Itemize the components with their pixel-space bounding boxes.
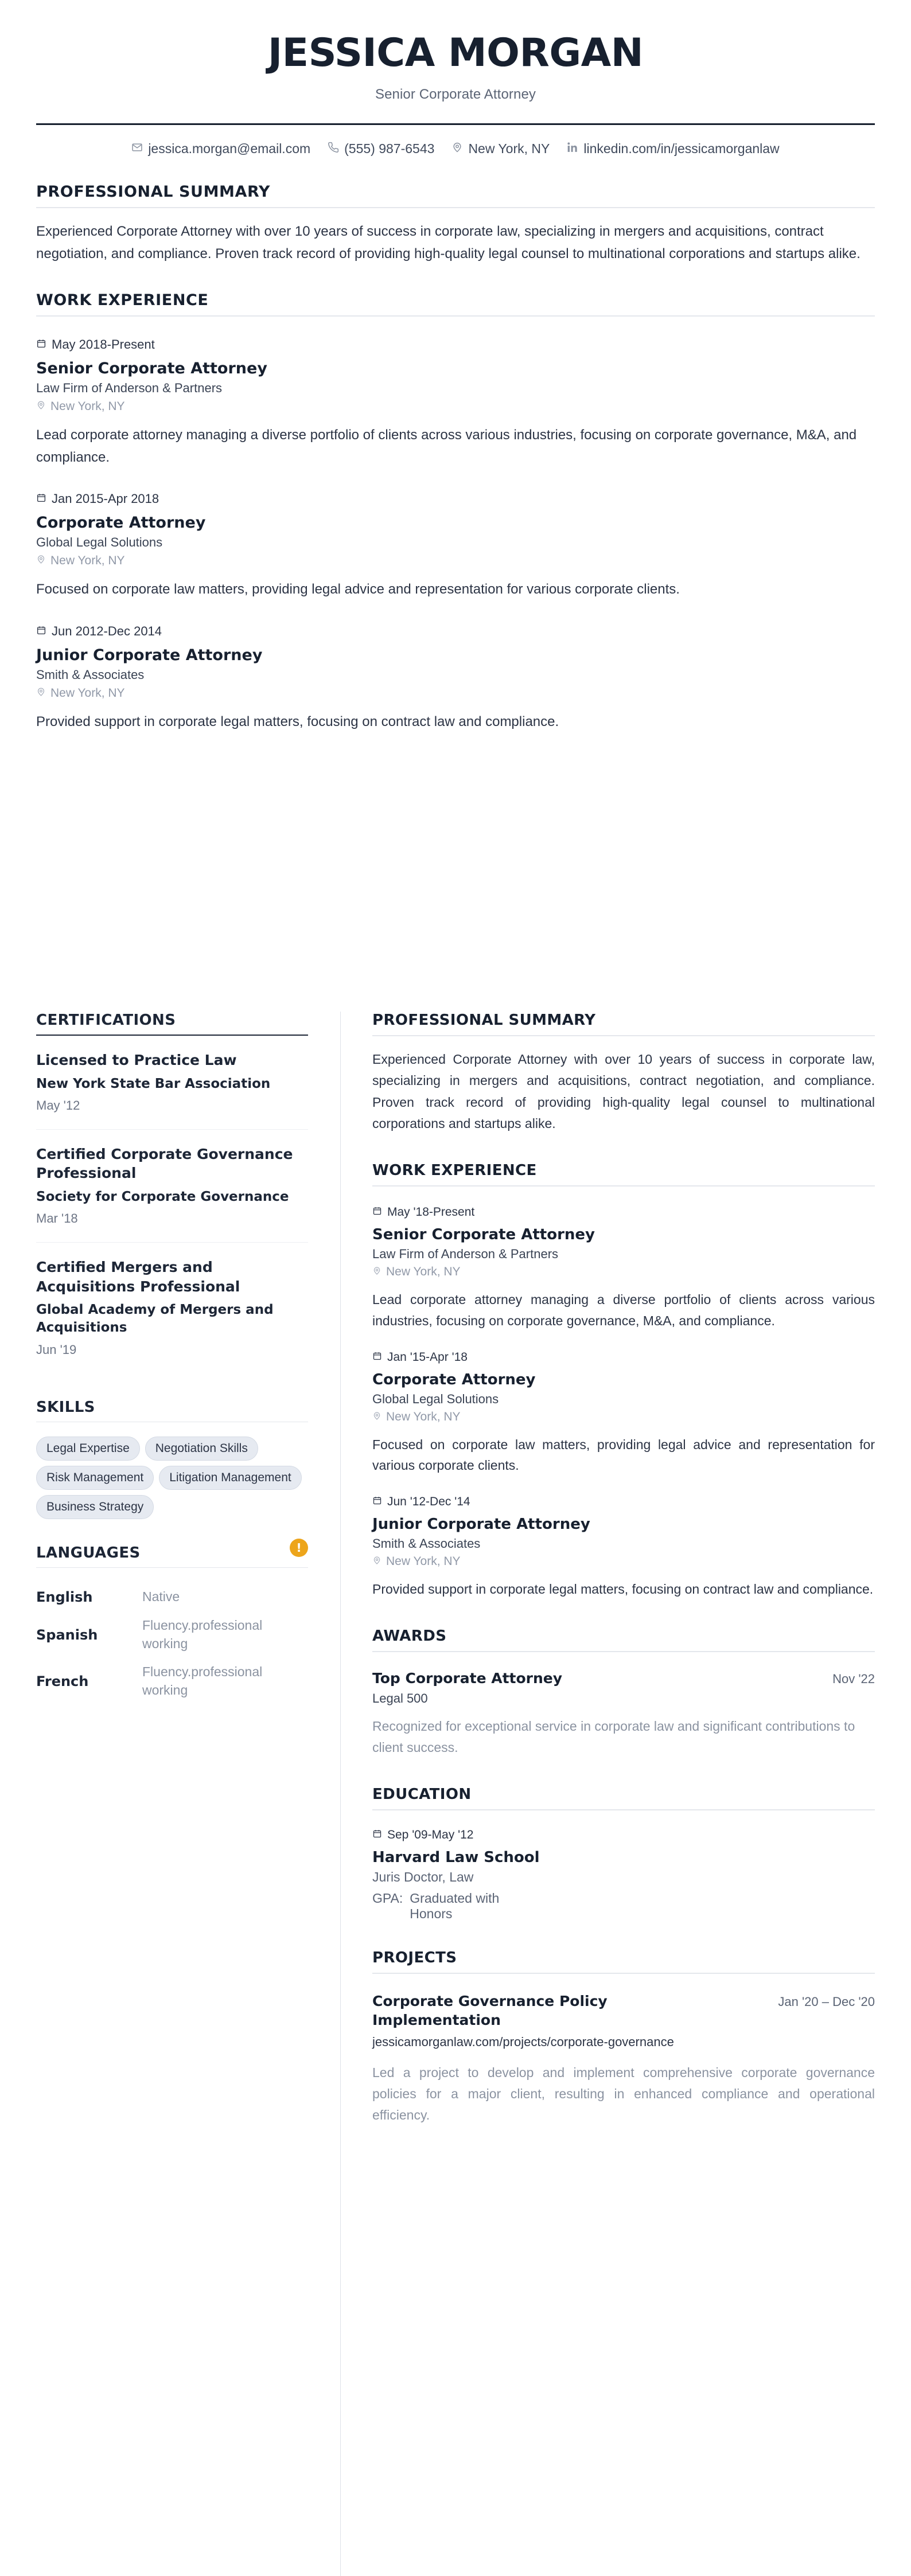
experience-role: Corporate Attorney: [36, 514, 206, 532]
education-section: [372, 1786, 875, 1922]
languages-table: [36, 1583, 308, 1705]
projects-heading: PROJECTS: [372, 1949, 457, 1966]
experience-description: Focused on corporate law matters, providing legal advice and representation for various corporate clients.: [372, 1437, 875, 1473]
summary-heading: PROFESSIONAL SUMMARY: [372, 1012, 596, 1029]
experience-location: [372, 1265, 875, 1279]
languages-heading: LANGUAGES: [36, 1544, 141, 1562]
section-rule: [372, 1651, 875, 1652]
language-level: Native: [142, 1589, 180, 1605]
education-heading: EDUCATION: [372, 1785, 472, 1803]
resume-detail-page: [0, 992, 911, 2576]
experience-description: Lead corporate attorney managing a diverse portfolio of clients across various industries, focusing on corporate governance, M&A, and compliance.: [36, 427, 857, 465]
project-description: Led a project to develop and implement comprehensive corporate governance policies for a major client, resulting in enhanced compliance and operational efficiency.: [372, 2065, 875, 2122]
skill-pill[interactable]: Business Strategy: [36, 1495, 154, 1519]
skill-pill[interactable]: Risk Management: [36, 1466, 154, 1490]
calendar-icon: [372, 1828, 382, 1842]
contact-email-text: jessica.morgan@email.com: [148, 140, 311, 156]
section-rule: [372, 1809, 875, 1810]
experience-location-text: New York, NY: [50, 400, 125, 413]
certification-item: [36, 1243, 308, 1373]
contact-linkedin-text: linkedin.com/in/jessicamorganlaw: [583, 140, 780, 156]
candidate-name: JESSICA MORGAN: [267, 30, 644, 76]
experience-location-text: New York, NY: [50, 686, 125, 700]
experience-location-text: New York, NY: [386, 1265, 461, 1278]
section-rule: [372, 1973, 875, 1974]
experience-location: [36, 400, 875, 413]
certification-date: Mar '18: [36, 1211, 78, 1226]
education-dates-text: Sep '09-May '12: [387, 1828, 474, 1841]
work-heading: WORK EXPERIENCE: [372, 1162, 537, 1179]
experience-description: Provided support in corporate legal matters, focusing on contract law and compliance.: [36, 713, 559, 729]
linkedin-icon: [567, 141, 578, 157]
project-date: Jan '20 – Dec '20: [778, 1994, 875, 2009]
education-gpa: [372, 1891, 875, 1922]
award-org: Legal 500: [372, 1691, 428, 1705]
language-level: Fluency.professional working: [142, 1664, 263, 1698]
languages-heading-row: [36, 1541, 308, 1562]
work-section: [372, 1162, 875, 1600]
section-rule: [372, 1185, 875, 1186]
awards-heading: AWARDS: [372, 1627, 447, 1645]
experience-location-text: New York, NY: [386, 1555, 461, 1568]
contact-location[interactable]: [451, 141, 550, 157]
preview-work-heading: WORK EXPERIENCE: [36, 291, 209, 310]
education-school: Harvard Law School: [372, 1848, 540, 1866]
certification-date: Jun '19: [36, 1342, 77, 1357]
warning-badge-icon[interactable]: !: [290, 1539, 308, 1557]
map-pin-icon: [372, 1265, 381, 1279]
experience-location-text: New York, NY: [386, 1410, 461, 1423]
experience-entry: [372, 1351, 875, 1477]
certification-item: [36, 1036, 308, 1130]
calendar-icon: [36, 337, 46, 352]
language-row: [36, 1583, 308, 1611]
header-divider: [36, 123, 875, 125]
experience-dates-text: Jun '12-Dec '14: [387, 1495, 470, 1509]
section-rule: [36, 207, 875, 208]
experience-entry: [36, 491, 875, 600]
experience-org: Law Firm of Anderson & Partners: [36, 381, 223, 396]
certification-date: May '12: [36, 1098, 80, 1113]
languages-section: [36, 1541, 308, 1705]
experience-dates: [372, 1205, 875, 1219]
experience-description: Focused on corporate law matters, providing legal advice and representation for various corporate clients.: [36, 581, 680, 598]
experience-location-text: New York, NY: [50, 554, 125, 568]
sidebar: [36, 1012, 340, 2576]
section-rule: [372, 1035, 875, 1036]
experience-dates: [36, 491, 875, 506]
experience-dates-text: May 2018-Present: [52, 337, 155, 352]
education-degree: Juris Doctor, Law: [372, 1869, 474, 1884]
contact-phone[interactable]: [328, 141, 434, 157]
project-url[interactable]: jessicamorganlaw.com/projects/corporate-governance: [372, 2034, 674, 2049]
contact-row: [36, 141, 875, 157]
award-date: Nov '22: [832, 1671, 875, 1686]
section-rule: [36, 1567, 308, 1568]
language-name: French: [36, 1673, 89, 1690]
certification-item: [36, 1130, 308, 1243]
award-description: Recognized for exceptional service in corporate law and significant contributions to client success.: [372, 1718, 855, 1755]
experience-dates-text: May '18-Present: [387, 1205, 475, 1219]
experience-role: Junior Corporate Attorney: [36, 646, 263, 664]
map-pin-icon: [372, 1555, 381, 1568]
experience-org: Smith & Associates: [372, 1536, 481, 1551]
skill-pill[interactable]: Legal Expertise: [36, 1437, 140, 1461]
experience-entry: [372, 1205, 875, 1332]
experience-description: Provided support in corporate legal matters, focusing on contract law and compliance.: [372, 1582, 874, 1597]
skill-pill[interactable]: Negotiation Skills: [145, 1437, 258, 1461]
summary-section: [372, 1012, 875, 1134]
phone-icon: [328, 141, 339, 157]
certification-name: Licensed to Practice Law: [36, 1052, 237, 1068]
contact-email[interactable]: [131, 141, 310, 157]
section-rule: [36, 315, 875, 317]
project-header: [372, 1992, 875, 2029]
education-gpa-label: GPA:: [372, 1890, 403, 1906]
award-header: [372, 1670, 875, 1687]
project-item: [372, 1992, 875, 2126]
projects-section: [372, 1949, 875, 2126]
calendar-icon: [372, 1495, 382, 1509]
certifications-heading: CERTIFICATIONS: [36, 1012, 176, 1029]
experience-role: Corporate Attorney: [372, 1371, 536, 1388]
experience-role: Senior Corporate Attorney: [372, 1226, 595, 1243]
preview-summary-heading: PROFESSIONAL SUMMARY: [36, 182, 271, 201]
skill-pill[interactable]: Litigation Management: [159, 1466, 301, 1490]
education-dates: [372, 1828, 875, 1842]
awards-section: [372, 1627, 875, 1758]
experience-dates: [372, 1351, 875, 1364]
main-column: [372, 1012, 875, 2576]
certification-issuer: Society for Corporate Governance: [36, 1189, 289, 1204]
experience-org: Global Legal Solutions: [372, 1391, 499, 1406]
map-pin-icon: [372, 1410, 381, 1424]
experience-entry: [36, 624, 875, 733]
candidate-title: Senior Corporate Attorney: [375, 86, 536, 102]
map-pin-icon: [36, 554, 46, 568]
map-pin-icon: [451, 141, 463, 157]
language-row: [36, 1611, 308, 1658]
experience-role: Junior Corporate Attorney: [372, 1516, 590, 1533]
experience-dates-text: Jan '15-Apr '18: [387, 1350, 468, 1364]
language-name: Spanish: [36, 1626, 98, 1643]
calendar-icon: [372, 1351, 382, 1364]
language-level: Fluency.professional working: [142, 1617, 263, 1651]
map-pin-icon: [36, 686, 46, 700]
language-row: [36, 1658, 308, 1704]
calendar-icon: [36, 491, 46, 506]
certifications-section: [36, 1012, 308, 1373]
experience-location: [372, 1555, 875, 1568]
certification-issuer: Global Academy of Mergers and Acquisitions: [36, 1302, 274, 1336]
resume-preview-page: [0, 0, 911, 992]
certification-name: Certified Mergers and Acquisitions Professional: [36, 1259, 240, 1295]
experience-dates: [36, 624, 875, 639]
certification-name: Certified Corporate Governance Professional: [36, 1145, 293, 1182]
envelope-icon: [131, 141, 143, 157]
experience-dates-text: Jun 2012-Dec 2014: [52, 623, 162, 638]
experience-role: Senior Corporate Attorney: [36, 360, 267, 378]
experience-dates: [372, 1495, 875, 1509]
certification-issuer: New York State Bar Association: [36, 1076, 271, 1091]
education-gpa-value: Graduated with Honors: [410, 1890, 500, 1921]
experience-location: [36, 554, 875, 568]
column-divider: [340, 1012, 341, 2576]
experience-dates-text: Jan 2015-Apr 2018: [52, 491, 159, 506]
education-item: [372, 1828, 875, 1922]
preview-summary-text: Experienced Corporate Attorney with over 10 years of success in corporate law, specializing in mergers and acquisitions, contract negotiation, and compliance. Proven track record of providing high-quality legal counsel to multinational corporations and startups alike.: [36, 223, 861, 261]
project-name: Corporate Governance Policy Implementation: [372, 1992, 608, 2028]
experience-org: Global Legal Solutions: [36, 535, 163, 550]
experience-entry: [36, 337, 875, 469]
award-item: [372, 1670, 875, 1758]
experience-org: Law Firm of Anderson & Partners: [372, 1247, 559, 1261]
experience-description: Lead corporate attorney managing a diverse portfolio of clients across various industries, focusing on corporate governance, M&A, and compliance.: [372, 1292, 875, 1328]
skills-heading: SKILLS: [36, 1398, 95, 1416]
calendar-icon: [36, 624, 46, 639]
skills-section: [36, 1399, 308, 1520]
award-name: Top Corporate Attorney: [372, 1669, 563, 1687]
skills-list: [36, 1437, 308, 1520]
contact-phone-text: (555) 987-6543: [344, 140, 435, 156]
experience-entry: [372, 1495, 875, 1600]
summary-text: Experienced Corporate Attorney with over 10 years of success in corporate law, specializing in mergers and acquisitions, contract negotiation, and compliance. Proven track record of providing high-quality legal counsel to multinational corporations and startups alike.: [372, 1052, 875, 1131]
experience-location: [372, 1410, 875, 1424]
language-name: English: [36, 1588, 93, 1605]
calendar-icon: [372, 1205, 382, 1219]
experience-org: Smith & Associates: [36, 667, 145, 682]
contact-linkedin[interactable]: [567, 141, 779, 157]
experience-dates: [36, 337, 875, 352]
map-pin-icon: [36, 400, 46, 413]
experience-location: [36, 686, 875, 700]
resume-header: [36, 0, 875, 125]
contact-location-text: New York, NY: [468, 140, 550, 156]
